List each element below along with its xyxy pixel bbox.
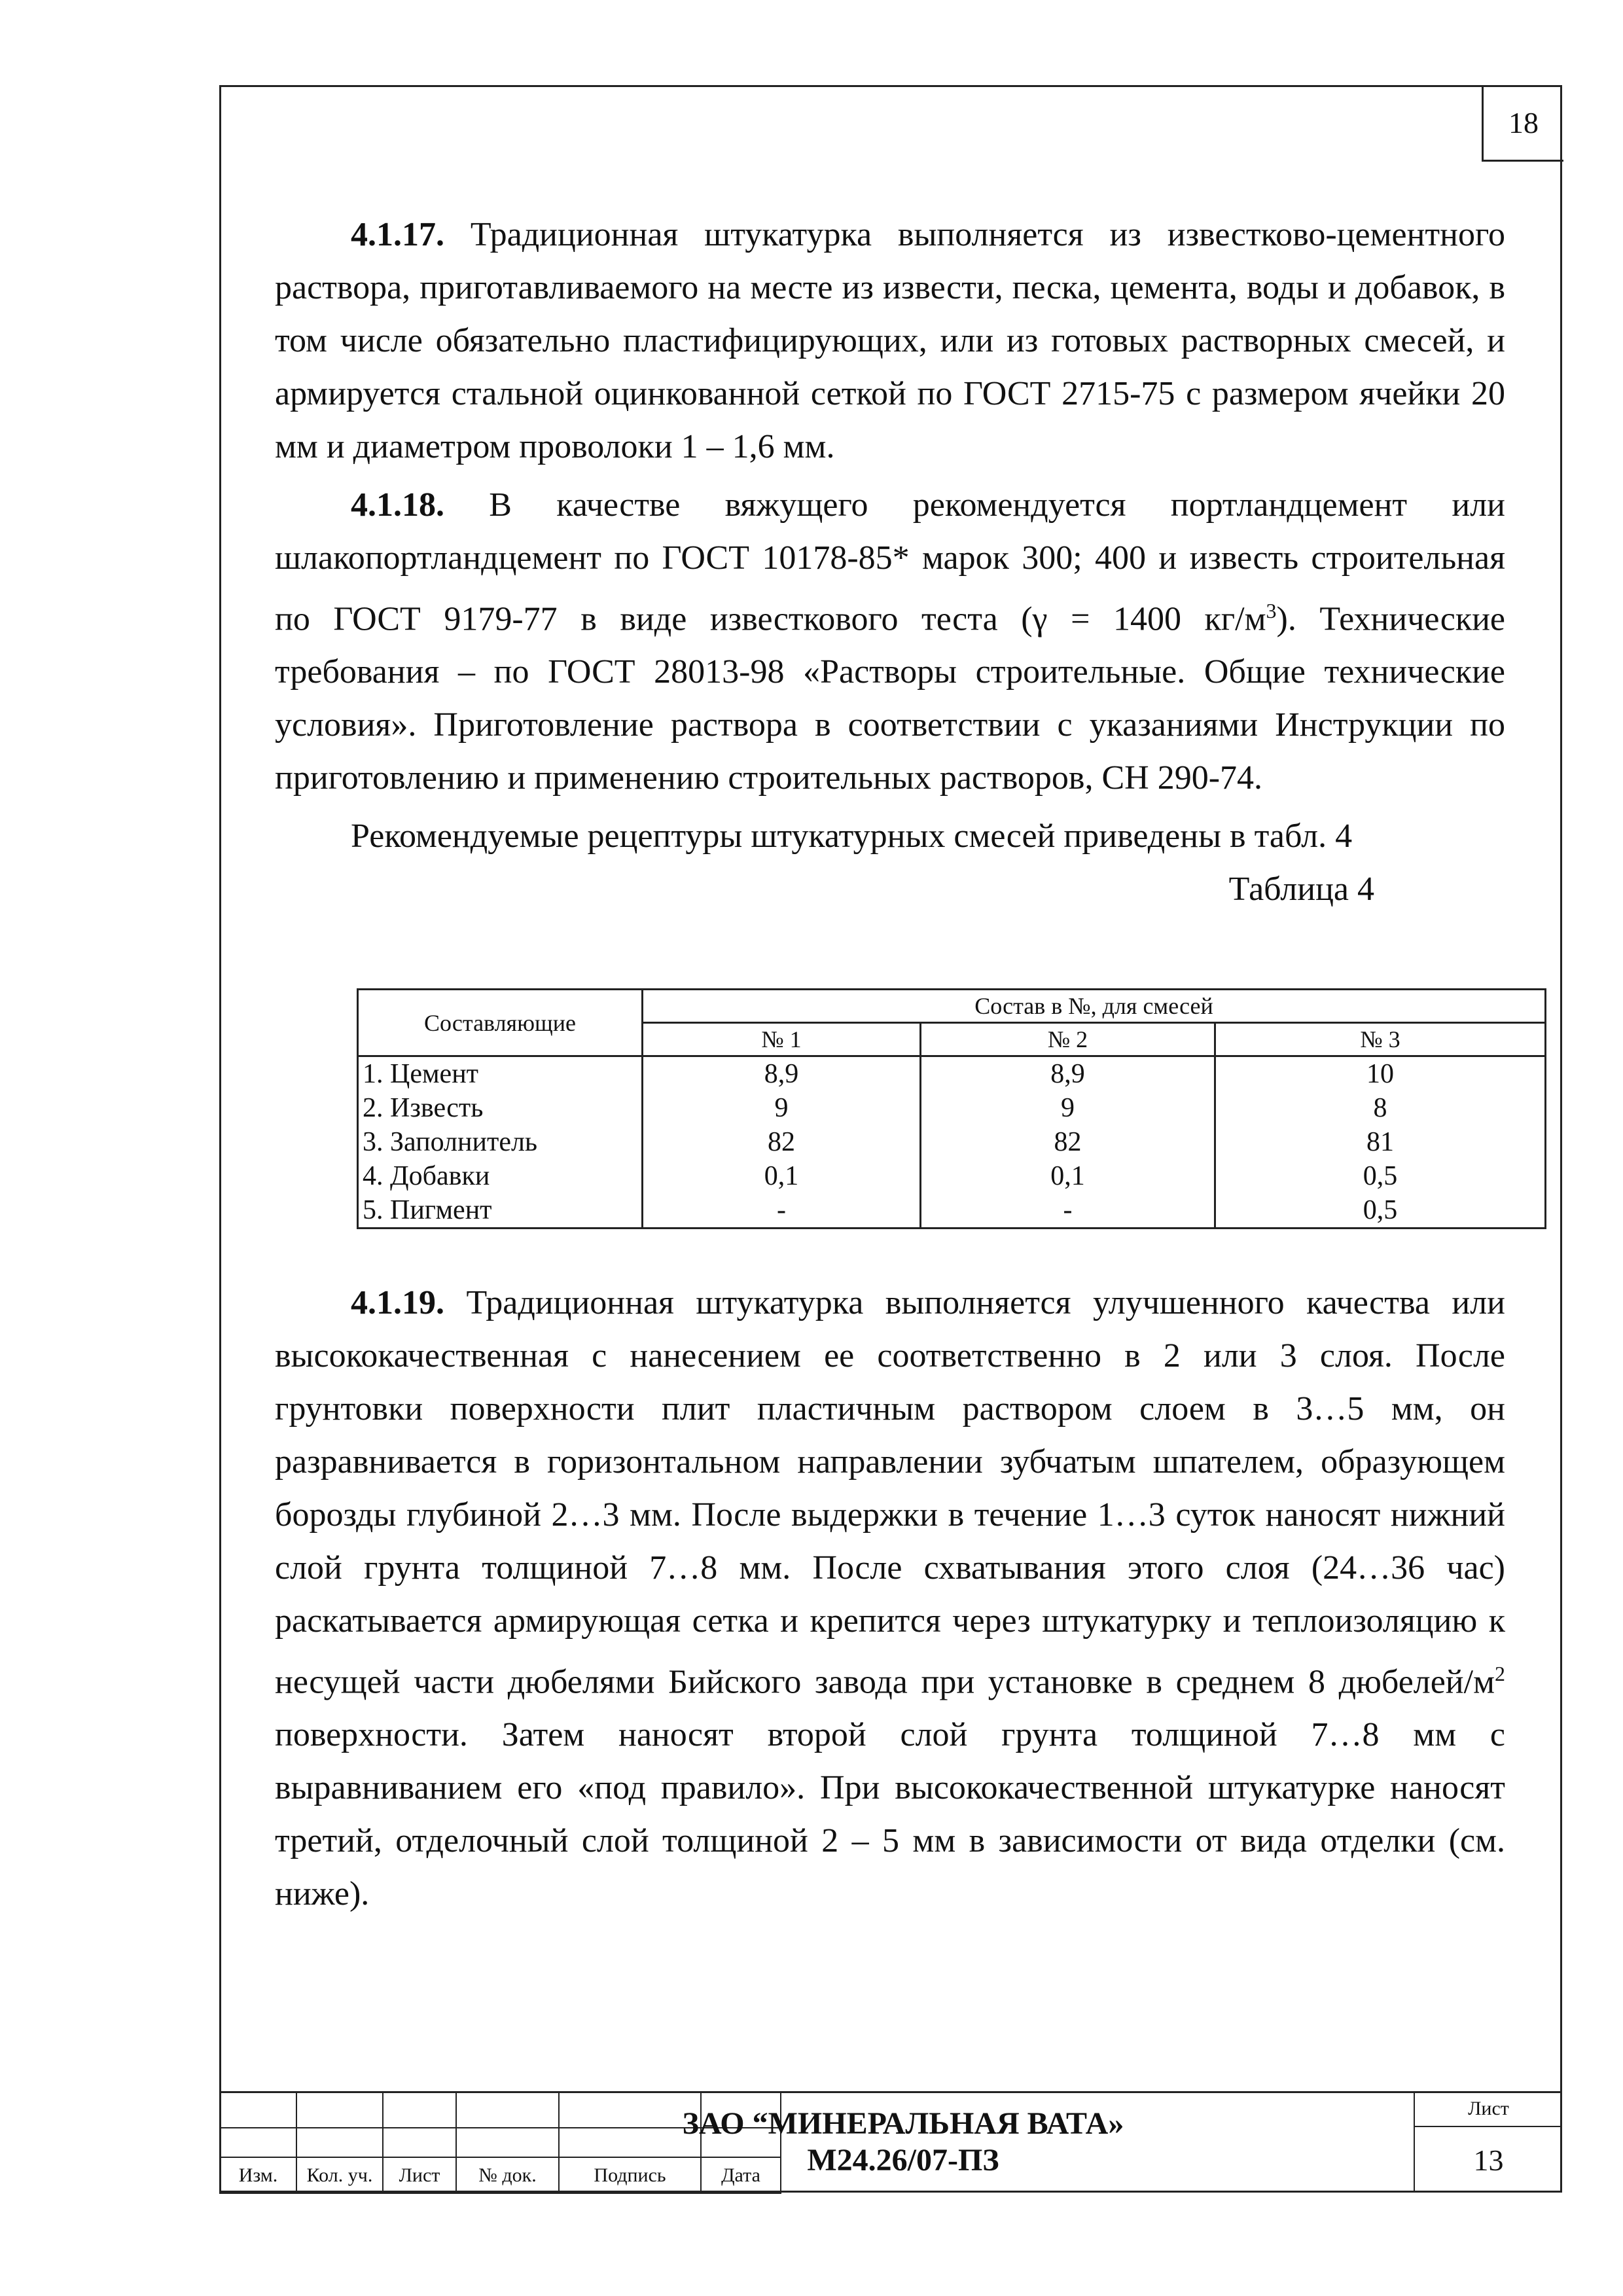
paragraph-text: Традиционная штукатурка выполняется из известково-цементного раствора, приготавливаемого на месте из извести, песка, цемента, воды и добавок, в том числе обязательно пластифицирующих, или из готовых растворных смесей, и армируется стальной оцинкованной сеткой по ГОСТ 2715-75 с размером ячейки 20 мм и диаметром проволоки 1 – 1,6 мм.: [275, 216, 1505, 465]
header-group: Состав в №, для смесей: [643, 990, 1546, 1023]
cell-mix-1: -: [643, 1193, 921, 1229]
paragraph-number: 4.1.17.: [351, 216, 444, 253]
text-block-top: [275, 208, 1505, 916]
table-row: [358, 1159, 1546, 1193]
paragraph-text: Традиционная штукатурка выполняется улучшенного качества или высококачественная с нанесением ее соответственно в 2 или 3 слоя. После грунтовки поверхности плит пластичным раствором слоем в 3…5 мм, он разравнивается в горизонтальном направлении зубчатым шпателем, образующем борозды глубиной 2…3 мм. После выдержки в течение 1…3 суток наносят нижний слой грунта толщиной 7…8 мм. После схватывания этого слоя (24…36 час) раскатывается армирующая сетка и крепится через штукатурку и теплоизоляцию к несущей части дюбелями Бийского завода при установке в среднем 8 дюбелей/м: [275, 1284, 1505, 1701]
cell-mix-3: 8: [1215, 1091, 1546, 1125]
sheet-label: Лист: [1414, 2091, 1562, 2127]
cell-mix-3: 10: [1215, 1056, 1546, 1092]
header-mix-1: № 1: [643, 1023, 921, 1056]
table-row: [358, 1193, 1546, 1229]
cell-mix-2: -: [921, 1193, 1215, 1229]
paragraph-4-1-18: [275, 478, 1505, 804]
cell-component: 4. Добавки: [358, 1159, 643, 1193]
table-row: [358, 1125, 1546, 1159]
paragraph-text-cont: ). Технические требования – по ГОСТ 28013-98 «Растворы строительные. Общие технические условия». Приготовление раствора в соответствии с указаниями Инструкции по приготовлению и применению строительных растворов, СН 290-74.: [275, 600, 1505, 797]
cell-component: 2. Известь: [358, 1091, 643, 1125]
sheet-number: 13: [1414, 2127, 1562, 2193]
superscript: 2: [1495, 1662, 1505, 1685]
label-date: Дата: [701, 2157, 781, 2193]
document-code: М24.26/07-ПЗ: [807, 2142, 999, 2178]
paragraph-number: 4.1.18.: [351, 486, 444, 524]
paragraph-text: В качестве вяжущего рекомендуется портландцемент или шлакопортландцемент по ГОСТ 10178-85* марок 300; 400 и известь строительная по ГОСТ 9179-77 в виде известкового теста (γ = 1400 кг/м: [275, 486, 1505, 638]
cell-mix-3: 81: [1215, 1125, 1546, 1159]
table-caption: Таблица 4: [1228, 870, 1374, 908]
label-kol-uch: Кол. уч.: [296, 2157, 383, 2193]
paragraph-number: 4.1.19.: [351, 1284, 444, 1321]
paragraph-4-1-19: [275, 1276, 1505, 1920]
paragraph-4-1-17: [275, 208, 1505, 473]
cell-mix-2: 8,9: [921, 1056, 1215, 1092]
label-signature: Подпись: [559, 2157, 701, 2193]
cell-mix-1: 8,9: [643, 1056, 921, 1092]
cell-component: 1. Цемент: [358, 1056, 643, 1092]
superscript: 3: [1266, 599, 1277, 622]
cell-mix-1: 0,1: [643, 1159, 921, 1193]
cell-mix-1: 9: [643, 1091, 921, 1125]
organization-title: [576, 2091, 1230, 2193]
mixes-table: [357, 988, 1546, 1229]
cell-mix-2: 82: [921, 1125, 1215, 1159]
organization-name: ЗАО “МИНЕРАЛЬНАЯ ВАТА»: [682, 2106, 1124, 2141]
label-list: Лист: [383, 2157, 456, 2193]
text-block-bottom: [275, 1276, 1505, 1920]
cell-mix-3: 0,5: [1215, 1193, 1546, 1229]
table-row: [358, 1056, 1546, 1092]
cell-component: 3. Заполнитель: [358, 1125, 643, 1159]
header-mix-2: № 2: [921, 1023, 1215, 1056]
cell-mix-3: 0,5: [1215, 1159, 1546, 1193]
cell-mix-2: 9: [921, 1091, 1215, 1125]
page-number: 18: [1482, 85, 1563, 162]
label-izm: Изм.: [220, 2157, 296, 2193]
label-doc-number: № док.: [456, 2157, 559, 2193]
table-row: [358, 1091, 1546, 1125]
header-components: Составляющие: [358, 990, 643, 1056]
cell-mix-2: 0,1: [921, 1159, 1215, 1193]
cell-component: 5. Пигмент: [358, 1193, 643, 1229]
paragraph-text-cont: поверхности. Затем наносят второй слой грунта толщиной 7…8 мм с выравниванием его «под правило». При высококачественной штукатурке наносят третий, отделочный слой толщиной 2 – 5 мм в зависимости от вида отделки (см. ниже).: [275, 1716, 1505, 1913]
header-mix-3: № 3: [1215, 1023, 1546, 1056]
cell-mix-1: 82: [643, 1125, 921, 1159]
table-reference: Рекомендуемые рецептуры штукатурных смесей приведены в табл. 4: [351, 817, 1353, 855]
